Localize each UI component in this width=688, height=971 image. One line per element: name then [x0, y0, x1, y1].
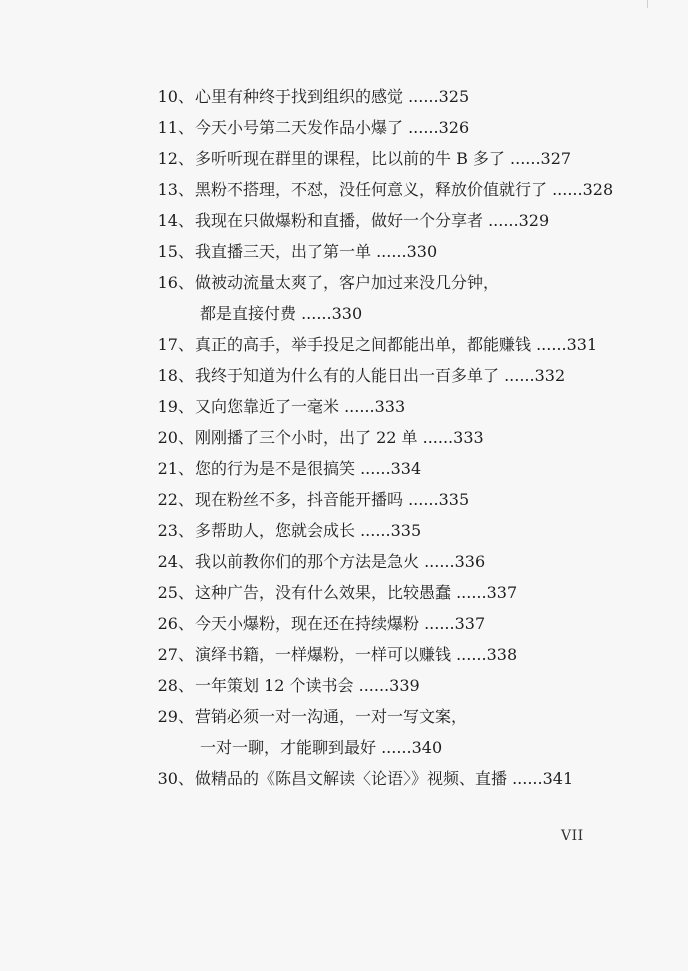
- toc-entry-title: 我终于知道为什么有的人能日出一百多单了 ......332: [195, 366, 566, 385]
- page-number: VII: [561, 828, 584, 844]
- toc-entry-number: 12、: [157, 149, 194, 168]
- toc-entry-number: 24、: [157, 552, 194, 571]
- toc-entry-title: 这种广告，没有什么效果，比较愚蠢 ......337: [195, 583, 518, 602]
- toc-entry: [0, 210, 688, 241]
- toc-entry-number: 10、: [157, 87, 194, 106]
- toc-entry-number: 16、: [157, 273, 194, 292]
- toc-entry: [0, 489, 688, 520]
- toc-entry-title: 刚刚播了三个小时，出了 22 单 ......333: [195, 428, 484, 447]
- toc-entry: [0, 179, 688, 210]
- toc-entry: [0, 427, 688, 458]
- toc-entry-title: 今天小爆粉，现在还在持续爆粉 ......337: [195, 614, 486, 633]
- toc-entry-number: 15、: [157, 242, 194, 261]
- toc-entry: [0, 117, 688, 148]
- toc-entry-number: 21、: [157, 459, 194, 478]
- toc-entry-title: 做精品的《陈昌文解读〈论语〉》视频、直播 ......341: [195, 769, 574, 788]
- toc-entry: [0, 768, 688, 799]
- toc-entry: [0, 675, 688, 706]
- toc-entry: [0, 613, 688, 644]
- toc-entry-title: 心里有种终于找到组织的感觉 ......325: [195, 87, 470, 106]
- toc-entry-number: 19、: [157, 397, 194, 416]
- toc-entry-number: 18、: [157, 366, 194, 385]
- toc-entry-continuation: [0, 737, 688, 768]
- toc-entry-number: 29、: [157, 707, 194, 726]
- toc-entry-number: 26、: [157, 614, 194, 633]
- toc-entry-title: 真正的高手，举手投足之间都能出单，都能赚钱 ......331: [195, 335, 598, 354]
- toc-entry: [0, 334, 688, 365]
- toc-entry-title: 演绎书籍，一样爆粉，一样可以赚钱 ......338: [195, 645, 518, 664]
- toc-entry: [0, 272, 688, 303]
- toc-entry-title: 我以前教你们的那个方法是急火 ......336: [195, 552, 486, 571]
- toc-entry-title: 我直播三天，出了第一单 ......330: [195, 242, 438, 261]
- toc-entry-number: 25、: [157, 583, 194, 602]
- toc-entry-number: 30、: [157, 769, 194, 788]
- table-of-contents: [0, 86, 688, 799]
- toc-entry-number: 13、: [157, 180, 194, 199]
- toc-entry-number: 23、: [157, 521, 194, 540]
- toc-entry-title: 又向您靠近了一毫米 ......333: [195, 397, 406, 416]
- toc-entry-number: 11、: [157, 118, 194, 137]
- toc-entry-title: 营销必须一对一沟通，一对一写文案，: [195, 707, 468, 726]
- toc-entry: [0, 644, 688, 675]
- toc-entry-title: 黑粉不搭理，不怼，没任何意义，释放价值就行了 ......328: [195, 180, 614, 199]
- toc-entry-number: 17、: [157, 335, 194, 354]
- toc-entry-title: 今天小号第二天发作品小爆了 ......326: [195, 118, 470, 137]
- toc-entry: [0, 551, 688, 582]
- toc-entry-title: 一对一聊，才能聊到最好 ......340: [200, 738, 443, 757]
- toc-entry-title: 您的行为是不是很搞笑 ......334: [195, 459, 422, 478]
- toc-entry: [0, 582, 688, 613]
- toc-entry-title: 我现在只做爆粉和直播，做好一个分享者 ......329: [195, 211, 550, 230]
- scan-edge-mark: [647, 0, 648, 8]
- toc-entry-number: 22、: [157, 490, 194, 509]
- toc-entry-number: 20、: [157, 428, 194, 447]
- toc-entry: [0, 86, 688, 117]
- toc-entry: [0, 706, 688, 737]
- toc-entry-title: 多听听现在群里的课程，比以前的牛 B 多了 ......327: [195, 149, 572, 168]
- toc-entry-continuation: [0, 303, 688, 334]
- toc-entry-title: 都是直接付费 ......330: [200, 304, 363, 323]
- toc-entry: [0, 458, 688, 489]
- toc-entry-title: 一年策划 12 个读书会 ......339: [195, 676, 420, 695]
- toc-entry: [0, 396, 688, 427]
- toc-entry-number: 14、: [157, 211, 194, 230]
- toc-entry-title: 现在粉丝不多，抖音能开播吗 ......335: [195, 490, 470, 509]
- toc-entry-title: 做被动流量太爽了，客户加过来没几分钟，: [195, 273, 500, 292]
- toc-entry-number: 28、: [157, 676, 194, 695]
- toc-entry-number: 27、: [157, 645, 194, 664]
- toc-entry: [0, 520, 688, 551]
- toc-entry: [0, 148, 688, 179]
- toc-entry: [0, 241, 688, 272]
- toc-entry: [0, 365, 688, 396]
- toc-entry-title: 多帮助人，您就会成长 ......335: [195, 521, 422, 540]
